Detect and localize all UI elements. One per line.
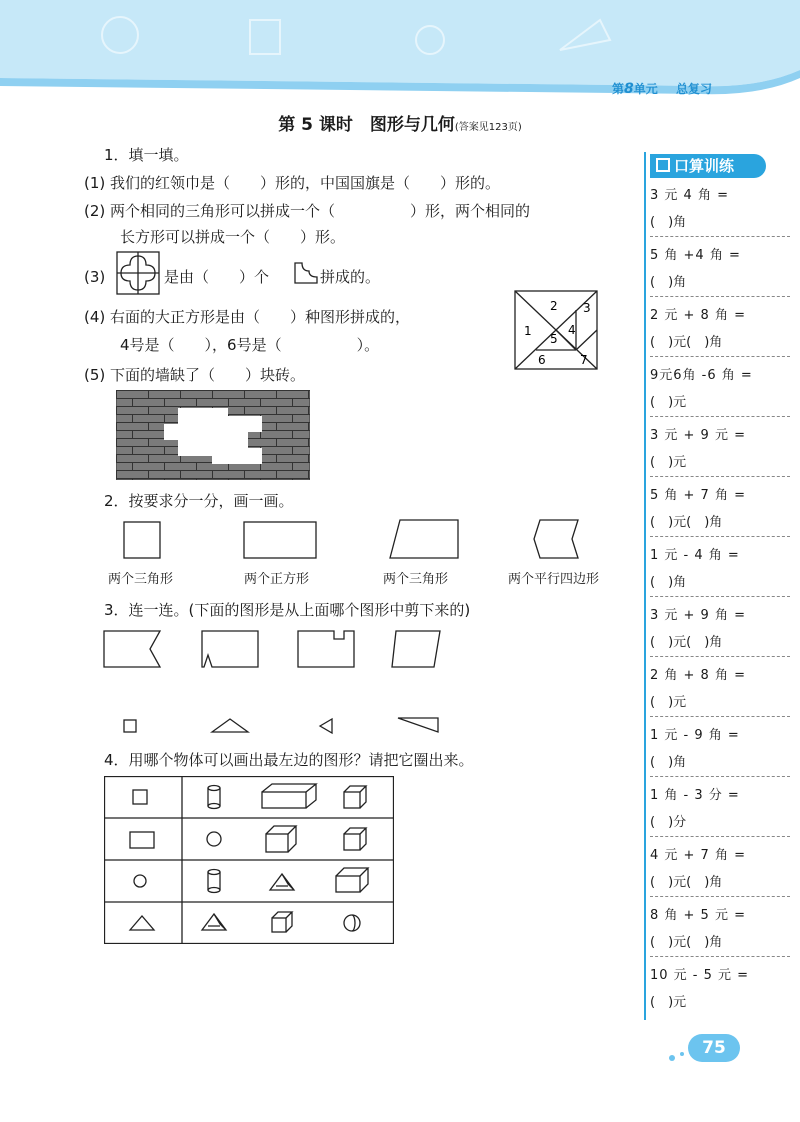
- exercise: 3 元 4 角 = ( )角: [650, 184, 790, 244]
- q2-label-4: 两个平行四边形: [508, 572, 600, 587]
- bubble-decoration-icon: [666, 1048, 690, 1064]
- q2-label-2: 两个正方形: [244, 572, 310, 587]
- q1-item1: (1) 我们的红领巾是（ ）形的，中国国旗是（ ）形的。: [84, 174, 501, 192]
- mental-math-panel: [644, 152, 794, 1020]
- brick-wall: [116, 390, 310, 480]
- tangram-label-3: 3: [583, 301, 591, 315]
- exercise: 9元6角 -6 角 = ( )元: [650, 364, 790, 424]
- q2-heading: 2．按要求分一分，画一画。: [104, 492, 294, 510]
- exercise: 10 元 - 5 元 = ( )元: [650, 968, 750, 1010]
- q1-item3-num: (3): [84, 268, 106, 286]
- exercise: 8 角 + 5 元 = ( )元( )角: [650, 904, 790, 964]
- tangram-label-2: 2: [550, 299, 558, 313]
- quatrefoil-figure: [116, 251, 160, 295]
- page-title: 第 5 课时 图形与几何(答案见123页): [278, 115, 522, 135]
- tangram-label-1: 1: [524, 324, 532, 338]
- tangram-label-6: 6: [538, 353, 546, 367]
- notched-top-shape: [298, 631, 354, 667]
- exercise: 1 元 - 4 角 = ( )角: [650, 544, 790, 604]
- q1-item5: (5) 下面的墙缺了（ ）块砖。: [84, 366, 306, 384]
- page-number: 75: [688, 1034, 740, 1062]
- q2-label-1: 两个三角形: [108, 572, 174, 587]
- q1-item3-text: 是由（ ）个: [164, 268, 270, 286]
- objects-table: [104, 776, 394, 944]
- q3-shapes: [100, 625, 460, 745]
- exercise: 3 元 + 9 角 = ( )元( )角: [650, 604, 790, 664]
- small-triangle-piece: [320, 719, 332, 733]
- exercise: 3 元 + 9 元 = ( )元: [650, 424, 790, 484]
- wedge-piece: [398, 718, 438, 732]
- panel-divider: [644, 152, 646, 1020]
- exercise: 1 元 - 9 角 = ( )角: [650, 724, 790, 784]
- slanted-shape: [392, 631, 440, 667]
- exercise: 1 角 - 3 分 = ( )分: [650, 784, 790, 844]
- q4-heading: 4．用哪个物体可以画出最左边的图形？请把它圈出来。: [104, 751, 474, 769]
- q2-label-3: 两个三角形: [383, 572, 449, 587]
- answer-note: (答案见123页): [454, 122, 522, 133]
- q1-item2b: 长方形可以拼成一个（ ）形。: [120, 228, 346, 246]
- exercise: 5 角 +4 角 = ( )角: [650, 244, 790, 304]
- small-square-piece: [124, 720, 136, 732]
- tangram-label-5: 5: [550, 332, 558, 346]
- unit-label: 第8单元: [612, 81, 658, 97]
- cut-rectangle-shape: [202, 631, 258, 667]
- q1-item3-end: 拼成的。: [320, 268, 381, 286]
- hexagon-shape: [534, 520, 578, 558]
- unit-title: 总复习: [676, 82, 713, 96]
- q1-item4a: (4) 右面的大正方形是由（ ）种图形拼成的，: [84, 308, 411, 326]
- exercise: 5 角 + 7 角 = ( )元( )角: [650, 484, 790, 544]
- trapezoid-shape: [390, 520, 458, 558]
- tangram-label-4: 4: [568, 323, 576, 337]
- exercise: 2 元 + 8 角 = ( )元( )角: [650, 304, 790, 364]
- q1-item4b: 4号是（ ），6号是（ ）。: [120, 336, 380, 354]
- square-shape: [124, 522, 160, 558]
- q1-heading: 1．填一填。: [104, 146, 189, 164]
- q3-heading: 3．连一连。(下面的图形是从上面哪个图形中剪下来的): [104, 601, 471, 619]
- tangram-square: [514, 290, 598, 370]
- panel-title: 口算训练: [650, 154, 766, 178]
- q2-shapes: [100, 515, 630, 565]
- notched-rectangle-shape: [104, 631, 160, 667]
- exercise: 4 元 + 7 角 = ( )元( )角: [650, 844, 790, 904]
- q1-item2a: (2) 两个相同的三角形可以拼成一个（ ）形，两个相同的: [84, 202, 531, 220]
- quarter-piece-figure: [294, 262, 318, 284]
- triangle-piece: [212, 719, 248, 732]
- exercise: 2 角 + 8 角 = ( )元: [650, 664, 790, 724]
- rectangle-shape: [244, 522, 316, 558]
- tangram-label-7: 7: [580, 353, 588, 367]
